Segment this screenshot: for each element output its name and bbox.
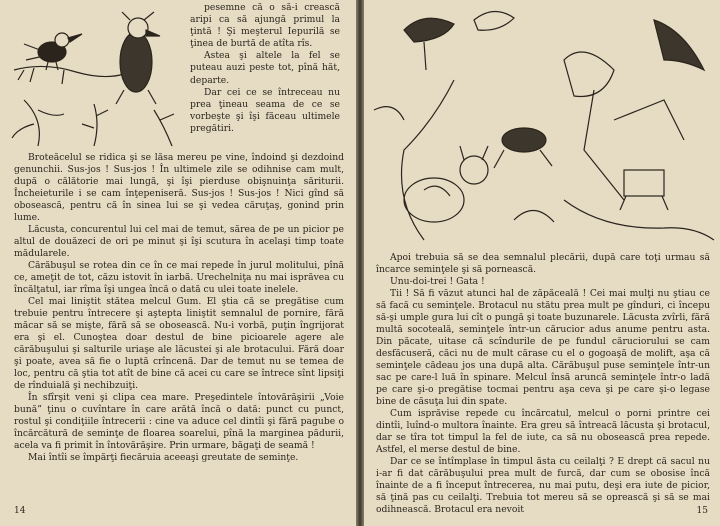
book-gutter <box>356 0 364 526</box>
birds-illustration <box>4 0 189 148</box>
left-body-text <box>14 152 344 464</box>
left-page <box>0 0 356 526</box>
paragraph: Lăcusta, concurentul lui cel mai de temut, sărea de pe un picior pe altul de douăzeci de ori pe minut şi îşi scutura în acelaşi timp toate mădularele. <box>14 224 344 259</box>
page-number: 15 <box>696 506 708 516</box>
right-page <box>364 0 720 526</box>
paragraph: Apoi trebuia să se dea semnalul plecării, după care toţi urmau să încarce seminţele şi să pornească. <box>376 252 710 275</box>
paragraph: Mai întîi se împărţi fiecăruia aceeaşi greutate de seminţe. <box>28 452 299 463</box>
paragraph: pesemne că o să-i crească aripi ca să ajungă primul la ţintă ! Şi meşterul Iepurilă se ţinea de burtă de atîta rîs. <box>190 2 340 50</box>
page-number: 14 <box>14 506 26 516</box>
paragraph: Cărăbuşul se rotea din ce în ce mai repede în jurul molitului, pînă ce, ameţit de tot, căzu istovit în iarbă. Urechelniţa nu mai isprăvea cu încălţatul, iar rîma îşi ungea încă o dată cu ulei toate inelele. <box>14 260 344 295</box>
paragraph: Cum isprăvise repede cu încărcatul, melcul o porni printre cei dintîi, luînd-o multora înainte. Era greu să întreacă lăcusta şi brotacul, dar se tîra tot timpul la fel de iute, ca să nu obosească prea repede. Astfel, el merse destul de bine. <box>376 408 710 455</box>
paragraph: Astea şi altele la fel se puteau auzi peste tot, pînă hăt, departe. <box>190 50 340 86</box>
paragraph: Unu-doi-trei ! Gata ! <box>390 276 485 287</box>
insects-race-illustration <box>364 0 720 250</box>
right-body-text <box>376 252 710 516</box>
paragraph: Dar cei ce se întreceau nu prea ţineau seama de ce se vorbeşte şi îşi făceau ultimele pregătiri. <box>190 86 340 134</box>
paragraph: În sfîrşit veni şi clipa cea mare. Preşedintele întovărăşirii „Voie bună” ţinu o cuvîntare în care arătă încă o dată: punct cu punct, rostul şi condiţiile întrecerii : cine va aduce cel dintîi şi fără pagube o încărcătură de seminţe de floarea soarelui, pînă la marginea pădurii, acela va fi primit în întovărăşire. Prin urmare, băgaţi de seamă ! <box>14 392 344 451</box>
paragraph: Tii ! Să fi văzut atunci hal de zăpăceală ! Cei mai mulţi nu ştiau ce să facă cu seminţele. Brotacul nu stătu prea mult pe gînduri, ci începu să-şi umple gura lui cît o pungă şi toate buzunarele. Lăcusta zvîrli, fără multă socoteală, seminţele într-un cărucior adus anume pentru asta. Din păcate, uitase că scîndurile de pe fundul căruciorului se cam desfăcuseră, căci nu de mult cărase cu el o gogoaşă de molift, aşa că seminţele cădeau jos una după alta. Cărăbuşul puse seminţele într-un sac pe care-l luă în spinare. Melcul însă aruncă seminţele într-o ladă pe care şi-o pregătise tocmai pentru aşa ceva şi pe care şi-o legase bine de căsuţa lui din spate. <box>376 288 710 407</box>
paragraph: Cel mai liniştit stătea melcul Gum. El ştia că se pregătise cum trebuie pentru întrecere şi aştepta liniştit semnalul de pornire, fără măcar să se mişte, fără să se obosească. Nu-i vorbă, puţin îngrijorat era şi el. Cunoştea doar destul de bine picioarele agere ale cărăbuşului şi salturile uriaşe ale lăcustei şi ale brotacului. Fără doar şi poate, avea să fie o luptă crîncenă. Dar de temut nu se temea de loc, pentru că ştia tot atît de bine că acei cu care se întrece sînt lipsiţi de rînduială şi nechibzuiţi. <box>14 296 344 391</box>
paragraph: Broteăcelul se ridica şi se lăsa mereu pe vine, îndoind şi dezdoind genunchii. Sus-jos ! Sus-jos ! În ultimele zile se odihnise cam mult, după o călătorie mai lungă, şi îşi pierduse obişnuinţa săriturii. Încheieturile i se cam înţepeniseră. Sus-jos ! Sus-jos ! Nici gînd să obosească, pentru că în sinea lui se şi vedea căruţaş, gonind prin lume. <box>14 152 344 223</box>
paragraph: Dar ce se întîmplase în timpul ăsta cu ceilalţi ? E drept că sacul nu i-ar fi dat cărăbuşului prea mult de furcă, dar cum se obosise încă înainte de a fi început întrecerea, nu mai putu, deşi era iute de picior, să ţină pas cu ceilalţi. Trebuia tot mereu să se oprească şi să se mai odihnească. Brotacul era nevoit <box>376 456 710 515</box>
left-top-column <box>190 2 340 135</box>
